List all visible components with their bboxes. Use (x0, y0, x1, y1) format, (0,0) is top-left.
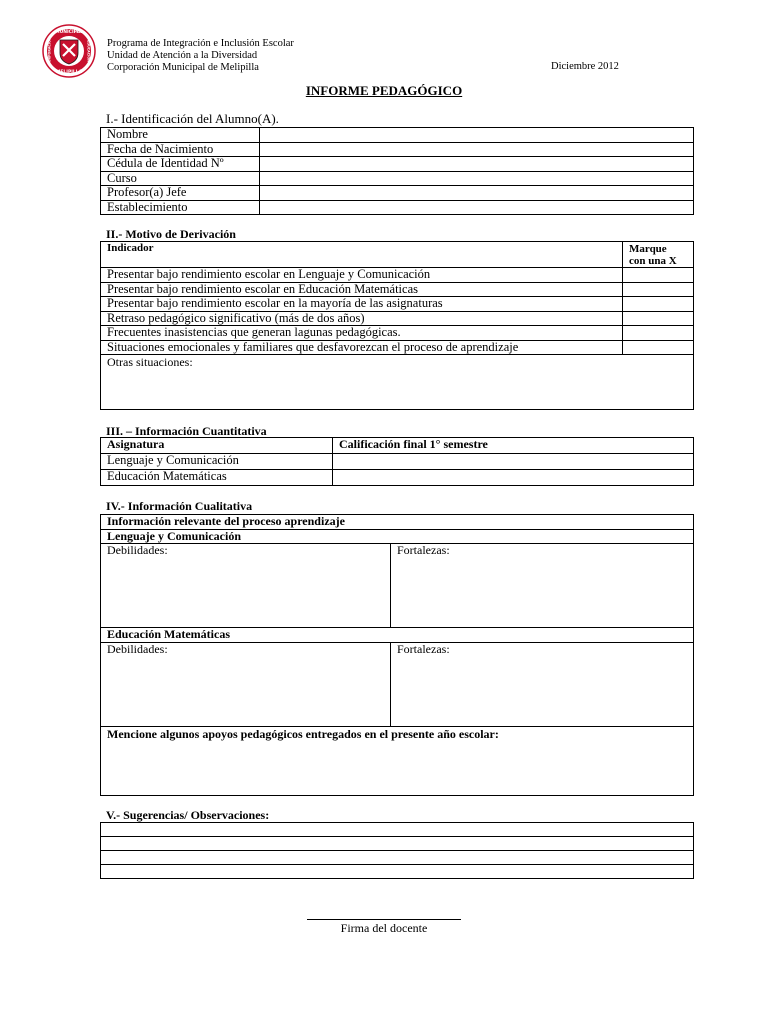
identification-label: Nombre (101, 128, 260, 143)
language-header: Lenguaje y Comunicación (101, 529, 694, 544)
identification-row (101, 186, 694, 201)
observation-field[interactable] (101, 823, 694, 837)
mark-header (623, 242, 694, 268)
grade-field[interactable] (333, 454, 694, 470)
language-weaknesses-field[interactable]: Debilidades: (101, 544, 391, 628)
grade-header: Calificación final 1° semestre (333, 438, 694, 454)
logo-bottom-text: MELIPILLA (55, 70, 83, 75)
identification-table (100, 127, 694, 215)
identification-label: Profesor(a) Jefe (101, 186, 260, 201)
referral-mark-field[interactable] (623, 282, 694, 297)
section-5-heading: V.- Sugerencias/ Observaciones: (106, 808, 270, 822)
section-2-heading: II.- Motivo de Derivación (106, 227, 236, 241)
signature-label: Firma del docente (340, 921, 428, 935)
language-strengths-field[interactable]: Fortalezas: (391, 544, 694, 628)
referral-indicator: Situaciones emocionales y familiares que desfavorezcan el proceso de aprendizaje (101, 340, 623, 355)
subject-name: Educación Matemáticas (101, 470, 333, 486)
qualitative-table (100, 514, 694, 796)
observation-line (101, 823, 694, 837)
referral-indicator: Frecuentes inasistencias que generan lagunas pedagógicas. (101, 326, 623, 341)
referral-indicator: Presentar bajo rendimiento escolar en Educación Matemáticas (101, 282, 623, 297)
identification-value-field[interactable] (260, 171, 694, 186)
identification-value-field[interactable] (260, 200, 694, 215)
observation-line (101, 865, 694, 879)
referral-mark-field[interactable] (623, 340, 694, 355)
identification-value-field[interactable] (260, 128, 694, 143)
municipal-shield-icon (42, 24, 96, 78)
mark-header-line2: con una X (629, 255, 677, 267)
referral-table (100, 241, 694, 410)
grade-field[interactable] (333, 470, 694, 486)
referral-indicator: Presentar bajo rendimiento escolar en Lenguaje y Comunicación (101, 268, 623, 283)
identification-label: Cédula de Identidad Nº (101, 157, 260, 172)
subject-header: Asignatura (101, 438, 333, 454)
document-date: Diciembre 2012 (551, 61, 619, 72)
document-title: INFORME PEDAGÓGICO (305, 83, 463, 98)
logo-top-text: MUNICIPAL (55, 30, 83, 35)
section-1-heading: I.- Identificación del Alumno(A). (106, 111, 279, 126)
referral-row (101, 311, 694, 326)
referral-mark-field[interactable] (623, 297, 694, 312)
referral-mark-field[interactable] (623, 268, 694, 283)
program-name: Programa de Integración e Inclusión Escolar (107, 38, 294, 49)
identification-label: Fecha de Nacimiento (101, 142, 260, 157)
referral-row (101, 282, 694, 297)
observations-table (100, 822, 694, 879)
identification-row (101, 200, 694, 215)
indicator-header: Indicador (101, 242, 623, 268)
subject-name: Lenguaje y Comunicación (101, 454, 333, 470)
unit-name: Unidad de Atención a la Diversidad (107, 50, 258, 61)
observation-line (101, 851, 694, 865)
quantitative-row (101, 470, 694, 486)
quantitative-row (101, 454, 694, 470)
section-3-heading: III. – Información Cuantitativa (106, 424, 267, 438)
mark-header-line1: Marque (629, 243, 667, 255)
observation-field[interactable] (101, 851, 694, 865)
observation-line (101, 837, 694, 851)
identification-label: Establecimiento (101, 200, 260, 215)
logo-right-text: EDUCACIÓN (86, 40, 91, 62)
identification-row (101, 142, 694, 157)
referral-row (101, 268, 694, 283)
other-situations-row (101, 355, 694, 410)
corporation-name: Corporación Municipal de Melipilla (107, 62, 259, 73)
signature-line (307, 919, 461, 920)
institution-header (107, 38, 294, 74)
referral-mark-field[interactable] (623, 311, 694, 326)
identification-row (101, 171, 694, 186)
other-situations-field[interactable]: Otras situaciones: (101, 355, 694, 410)
identification-label: Curso (101, 171, 260, 186)
math-strengths-field[interactable]: Fortalezas: (391, 642, 694, 726)
referral-mark-field[interactable] (623, 326, 694, 341)
referral-indicator: Presentar bajo rendimiento escolar en la mayoría de las asignaturas (101, 297, 623, 312)
math-header: Educación Matemáticas (101, 628, 694, 643)
section-4-heading: IV.- Información Cualitativa (106, 499, 253, 513)
identification-row (101, 128, 694, 143)
relevant-info-header: Información relevante del proceso aprendizaje (101, 515, 694, 530)
supports-field[interactable]: Mencione algunos apoyos pedagógicos entregados en el presente año escolar: (101, 726, 694, 795)
identification-value-field[interactable] (260, 142, 694, 157)
identification-value-field[interactable] (260, 186, 694, 201)
logo-left-text: CORPORACIÓN (47, 37, 52, 65)
referral-row (101, 340, 694, 355)
identification-row (101, 157, 694, 172)
math-weaknesses-field[interactable]: Debilidades: (101, 642, 391, 726)
referral-row (101, 297, 694, 312)
referral-row (101, 326, 694, 341)
quantitative-table (100, 437, 694, 486)
referral-indicator: Retraso pedagógico significativo (más de dos años) (101, 311, 623, 326)
observation-field[interactable] (101, 865, 694, 879)
observation-field[interactable] (101, 837, 694, 851)
identification-value-field[interactable] (260, 157, 694, 172)
